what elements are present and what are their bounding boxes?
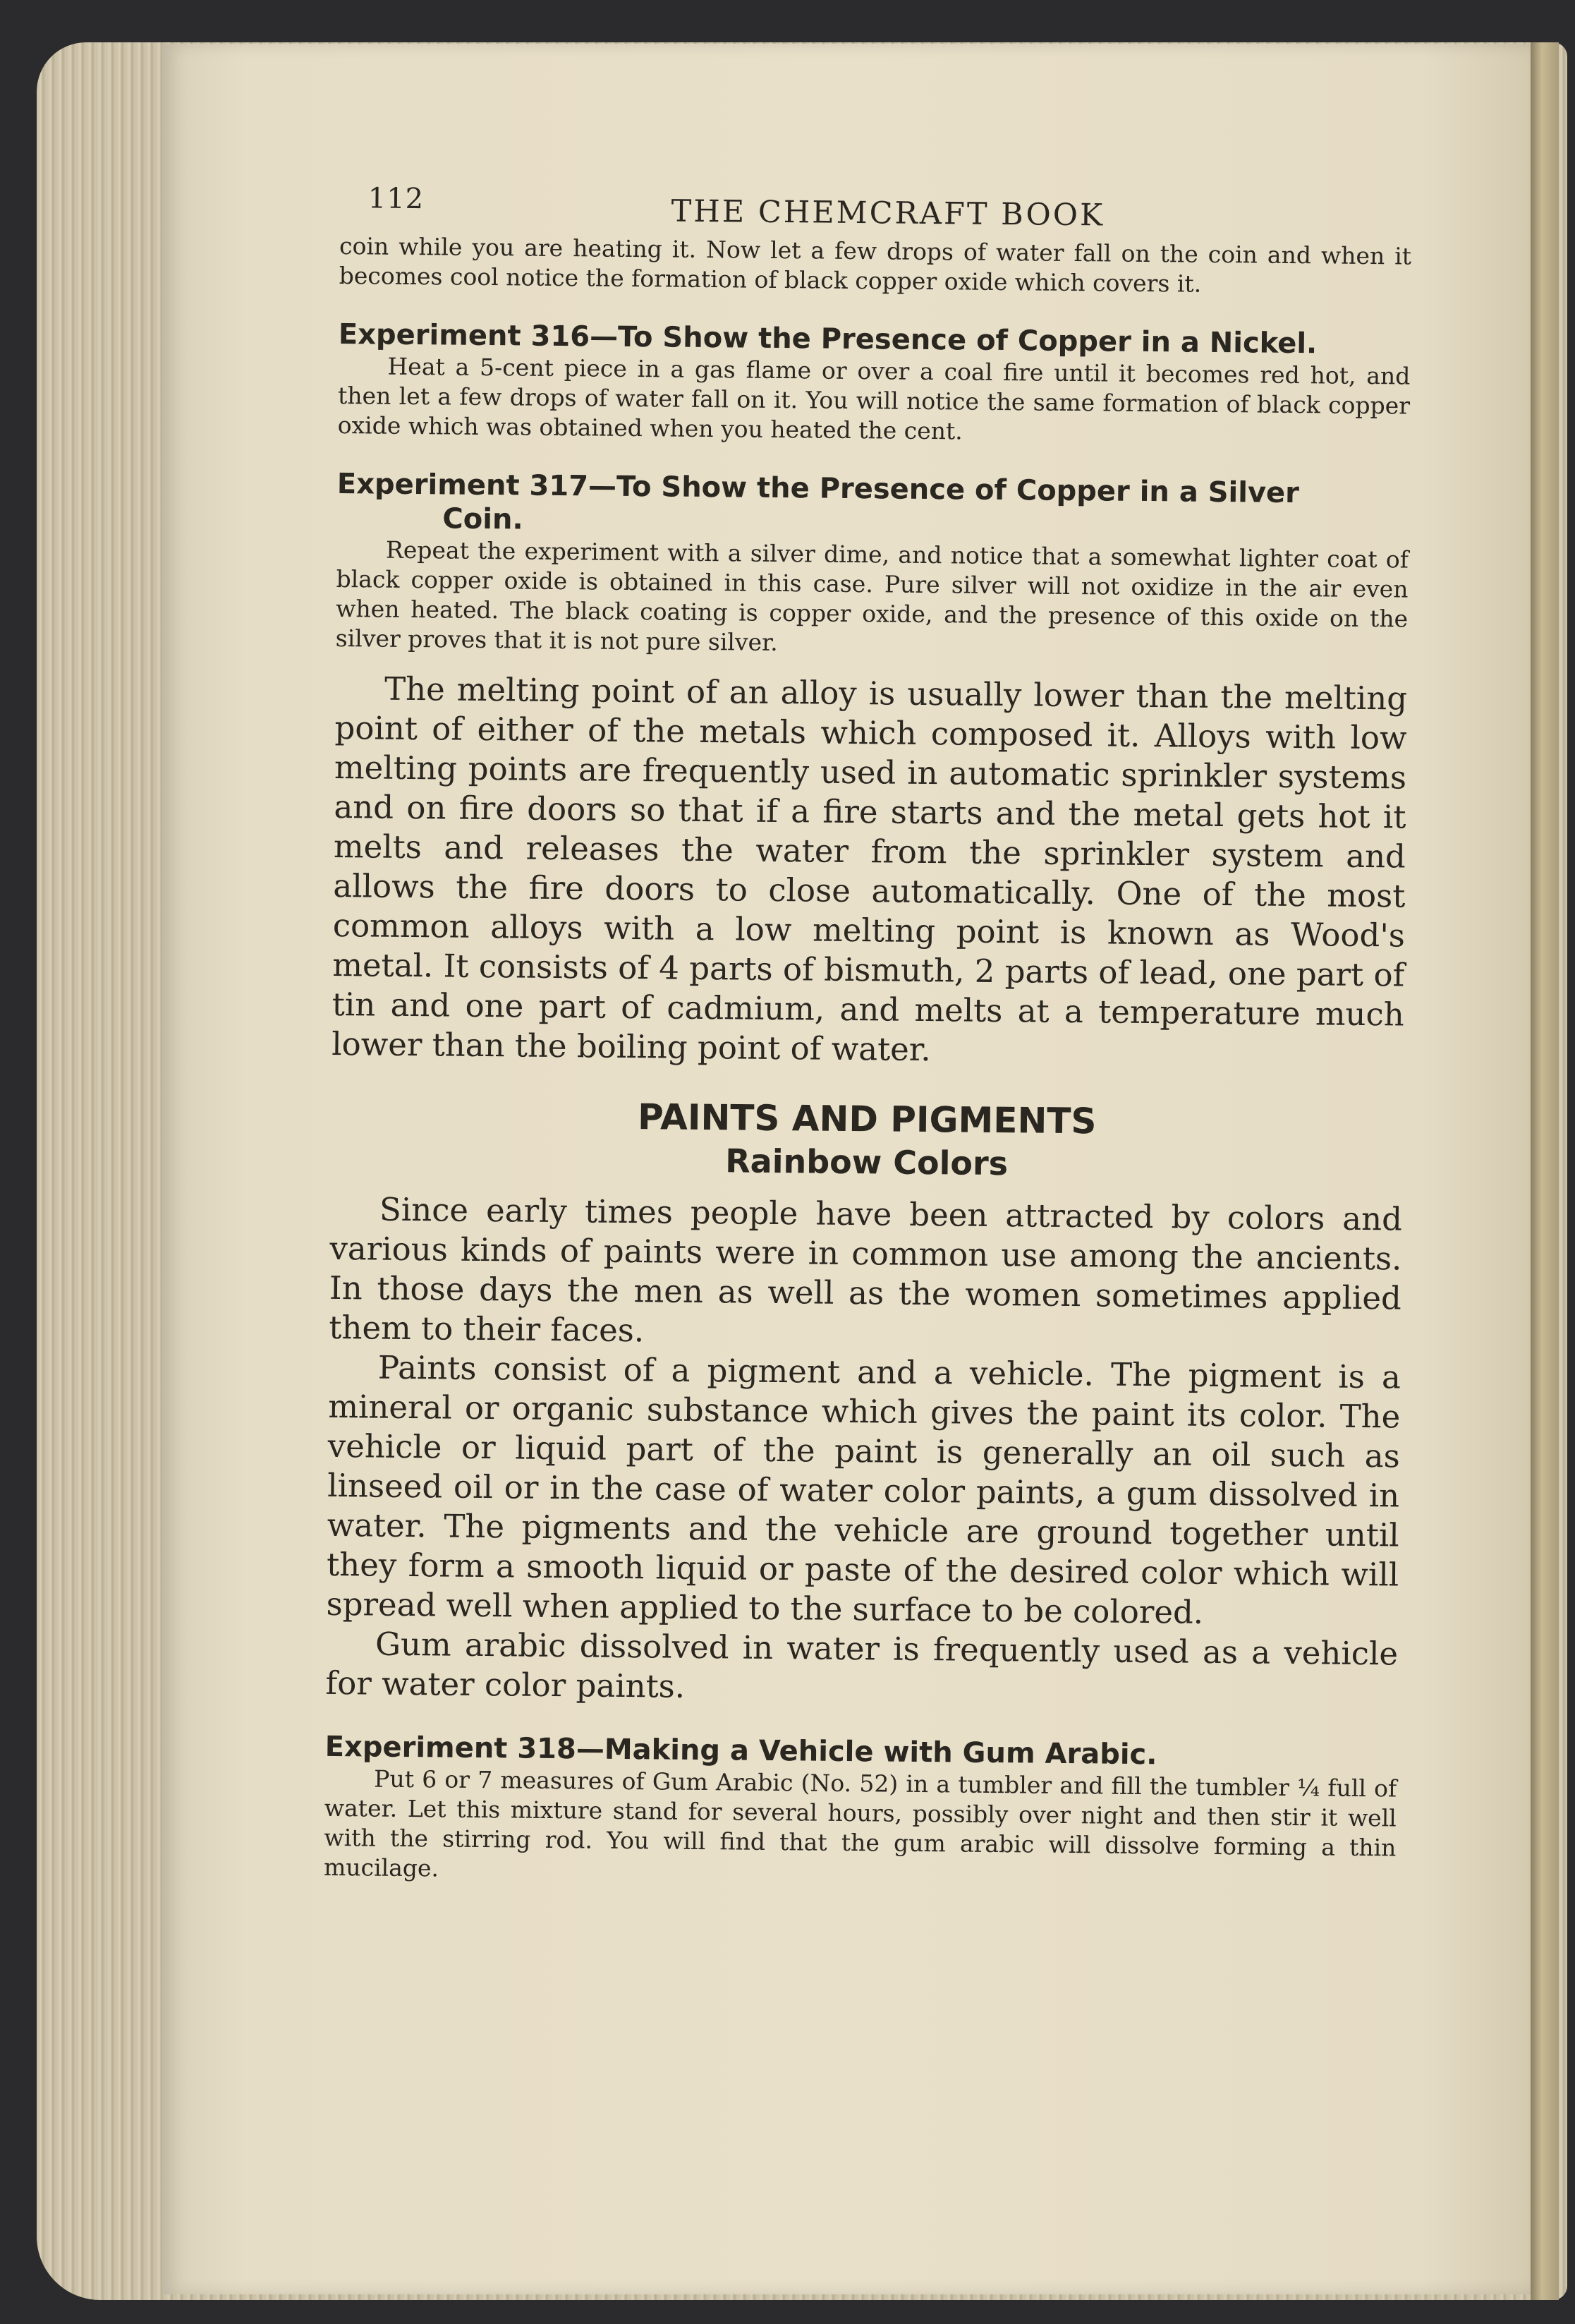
facing-page-edge <box>1531 42 1559 2300</box>
section-title: PAINTS AND PIGMENTS <box>637 1096 1097 1142</box>
experiment-316-text: Heat a 5-cent piece in a gas flame or over a coal fire until it becomes red hot, and then let a few drops of water fall on it. You will notice the same formation of black copper oxide which was obtained when you heated the cent. <box>337 352 1411 445</box>
experiment-318-text: Put 6 or 7 measures of Gum Arabic (No. 52) in a tumbler and fill the tumbler ¼ full of water. Let this mixture stand for several hours, possibly over night and then stir it well with the stirring rod. You will find that the gum arabic will dissolve forming a thin mucilage. <box>323 1765 1397 1882</box>
experiment-318-title: Experiment 318—Making a Vehicle with Gum Arabic. <box>324 1730 1157 1772</box>
paints-paragraph-2: Paints consist of a pigment and a vehicle. The pigment is a mineral or organic substance which gives the paint its color. The vehicle or liquid part of the paint is generally an oil such as linseed oil or in the case of water color paints, a gum dissolved in water. The pigments and the vehicle are ground together until they form a smooth liquid or paste of the desired color which will spread well when applied to the surface to be colored. <box>326 1348 1401 1631</box>
paints-paragraph-3: Gum arabic dissolved in water is frequently used as a vehicle for water color paints. <box>325 1625 1399 1705</box>
experiment-317-text: Repeat the experiment with a silver dime, and notice that a somewhat lighter coat of black copper oxide is obtained in this case. Pure silver will not oxidize in the air even when heated. The black coating is copper oxide, and the presence of this oxide on the silver proves that it is not pure silver. <box>335 535 1409 656</box>
opening-paragraph: coin while you are heating it. Now let a few drops of water fall on the coin and when it becomes cool notice the formation of black copper oxide which covers it. <box>339 231 1412 298</box>
page-number: 112 <box>367 182 425 216</box>
page-header <box>339 182 1412 242</box>
running-title: THE CHEMCRAFT BOOK <box>671 193 1105 234</box>
alloy-paragraph: The melting point of an alloy is usually lower than the melting point of either of the metals which composed it. Alloys with low melting points are frequently used in automatic sprinkler systems and on fire doors so that if a fire starts and the metal gets hot it melts and releases the water from the sprinkler system and allows the fire doors to close automatically. One of the most common alloys with a low melting point is known as Wood's metal. It consists of 4 parts of bismuth, 2 parts of lead, one part of tin and one part of cadmium, and melts at a temperature much lower than the boiling point of water. <box>332 670 1408 1069</box>
page-text-block <box>324 182 1412 1892</box>
experiment-317-title <box>336 467 1409 545</box>
section-subtitle: Rainbow Colors <box>725 1142 1009 1183</box>
experiment-316-title: Experiment 316—To Show the Presence of Copper in a Nickel. <box>338 317 1318 361</box>
paints-paragraph-1: Since early times people have been attracted by colors and various kinds of paints were in common use among the ancients. In those days the men as well as the women sometimes applied them to their faces. <box>329 1190 1403 1350</box>
experiment-317-title-line1: Experiment 317—To Show the Presence of Copper in a Silver <box>336 467 1300 510</box>
experiment-317-title-line2: Coin. <box>442 502 523 536</box>
